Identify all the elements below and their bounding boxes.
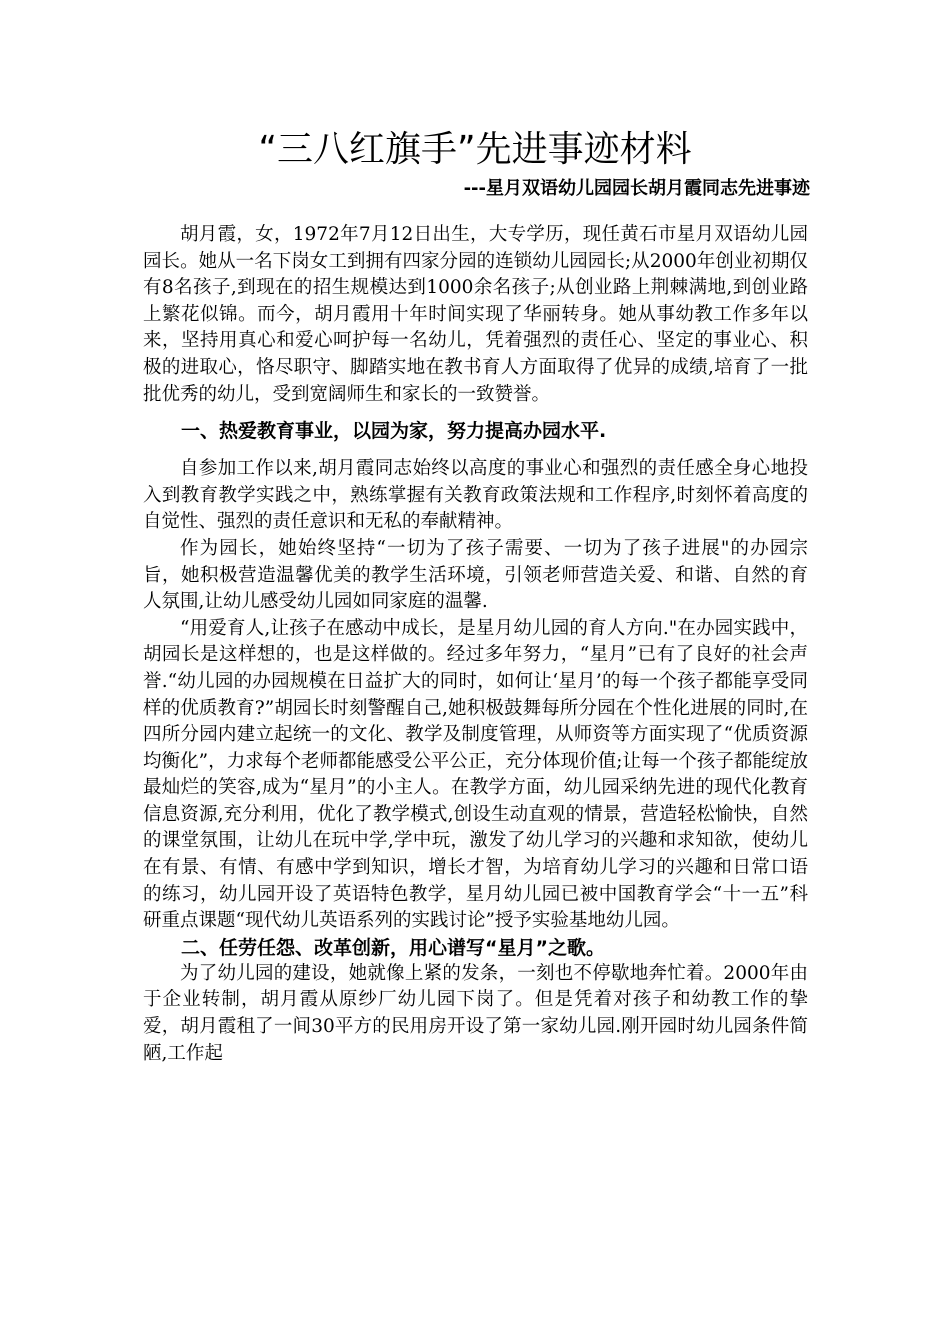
section-1-paragraph-3: “用爱育人,让孩子在感动中成长，是星月幼儿园的育人方向."在办园实践中，胡园长是这样想的，也是这样做的。经过多年努力，“星月”已有了良好的社会声誉.“幼儿园的办园规模在日益扩大的同时，如何让‘星月’的每一个孩子都能享受同样的优质教育?”胡园长时刻警醒自己,她积极鼓舞每所分园在个性化进展的同时,在四所分园内建立起统一的文化、教学及制度管理，从师资等方面实现了“优质资源均衡化”，力求每个老师都能感受公平公正，充分体现价值;让每一个孩子都能绽放最灿烂的笑容,成为“星月”的小主人。在教学方面，幼儿园采纳先进的现代化教育信息资源,充分利用，优化了教学模式,创设生动直观的情景，营造轻松愉快，自然的课堂氛围，让幼儿在玩中学,学中玩，激发了幼儿学习的兴趣和求知欲，使幼儿在有景、有情、有感中学到知识，增长才智，为培育幼儿学习的兴趣和日常口语的练习，幼儿园开设了英语特色教学，星月幼儿园已被中国教育学会“十一五”科研重点课题“现代幼儿英语系列的实践讨论”授予实验基地幼儿园。 bbox=[143, 617, 808, 932]
section-1-paragraph-1: 自参加工作以来,胡月霞同志始终以高度的事业心和强烈的责任感全身心地投入到教育教学实践之中，熟练掌握有关教育政策法规和工作程序,时刻怀着高度的自觉性、强烈的责任意识和无私的奉献精神。 bbox=[143, 458, 808, 533]
document-subtitle: ---星月双语幼儿园园长胡月霞同志先进事迹 bbox=[463, 178, 810, 199]
document-body bbox=[143, 222, 808, 1067]
section-1-heading: 一、热爱教育事业，以园为家，努力提高办园水平. bbox=[181, 420, 607, 443]
document-title: “三八红旗手”先进事迹材料 bbox=[258, 129, 692, 170]
section-2-paragraph-1: 为了幼儿园的建设，她就像上紧的发条，一刻也不停歇地奔忙着。2000年由于企业转制，胡月霞从原纱厂幼儿园下岗了。但是凭着对孩子和幼教工作的挚爱，胡月霞租了一间30平方的民用房开设了第一家幼儿园.刚开园时幼儿园条件简陋,工作起 bbox=[143, 962, 808, 1064]
section-1-paragraph-2: 作为园长，她始终坚持“一切为了孩子需要、一切为了孩子进展"的办园宗旨，她积极营造温馨优美的教学生活环境，引领老师营造关爱、和谐、自然的育人氛围,让幼儿感受幼儿园如同家庭的温馨. bbox=[143, 537, 808, 613]
section-2-heading: 二、任劳任怨、改革创新，用心谱写“星月”之歌。 bbox=[181, 936, 605, 959]
intro-paragraph: 胡月霞，女，1972年7月12日出生，大专学历，现任黄石市星月双语幼儿园园长。她从一名下岗女工到拥有四家分园的连锁幼儿园园长;从2000年创业初期仅有8名孩子,到现在的招生规模达到1000余名孩子;从创业路上荆棘满地,到创业路上繁花似锦。而今，胡月霞用十年时间实现了华丽转身。她从事幼教工作多年以来，坚持用真心和爱心呵护每一名幼儿，凭着强烈的责任心、坚定的事业心、积极的进取心，恪尽职守、脚踏实地在教书育人方面取得了优异的成绩,培育了一批批优秀的幼儿，受到宽阔师生和家长的一致赞誉。 bbox=[143, 224, 808, 405]
